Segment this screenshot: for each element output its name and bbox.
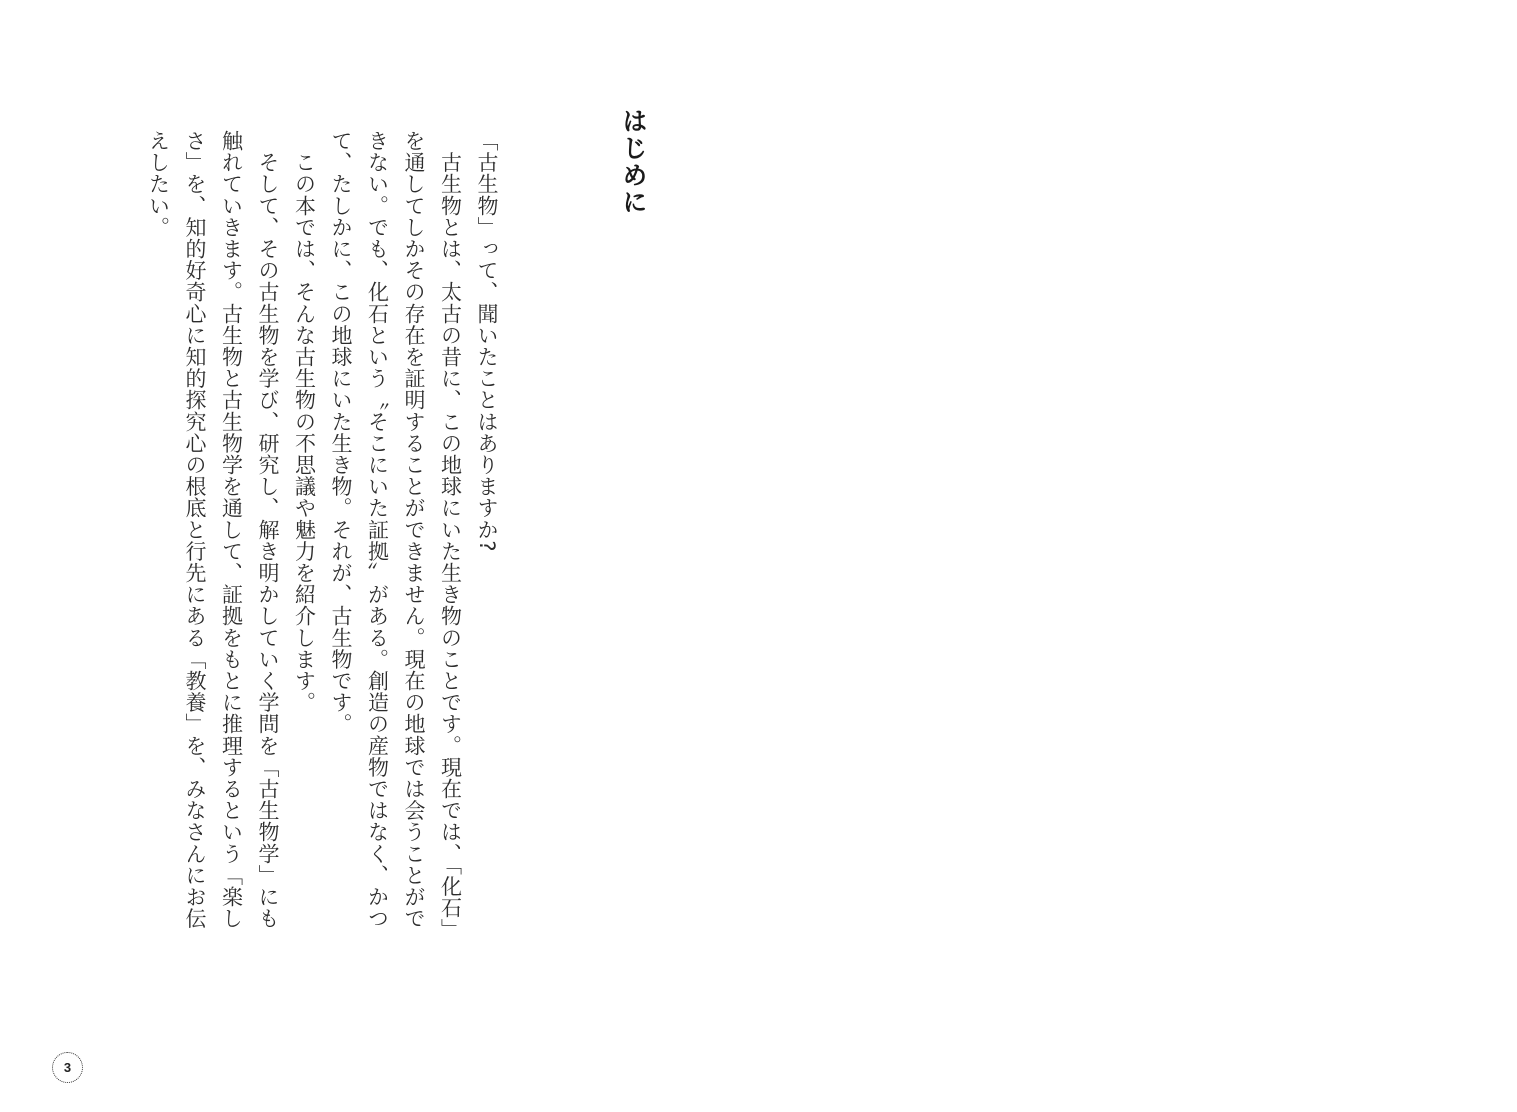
paragraph-closing: そして、その古生物を学び、研究し、解き明かしていく学問を「古生物学」にも触れていきます。古生物と古生物学を通して、証拠をもとに推理するという「楽しさ」を、知的好奇心に知的探究心の根底と行先にある「教養」を、みなさんにお伝えしたい。 bbox=[146, 130, 280, 930]
page-number-badge: 3 bbox=[52, 1052, 83, 1083]
paragraph-book-purpose: この本では、そんな古生物の不思議や魅力を紹介します。 bbox=[292, 130, 317, 714]
body-text bbox=[140, 130, 505, 950]
paragraph-definition: 古生物とは、太古の昔に、この地球にいた生き物のことです。現在では、「化石」を通してしかその存在を証明することができません。現在の地球では会うことができない。でも、化石という〝そこにいた証拠〟がある。創造の産物ではなく、かつて、たしかに、この地球にいた生き物。それが、古生物です。 bbox=[329, 130, 463, 941]
chapter-heading: はじめに bbox=[619, 108, 648, 216]
paragraph-intro-question: 「古生物」って、聞いたことはありますか? bbox=[475, 130, 499, 553]
